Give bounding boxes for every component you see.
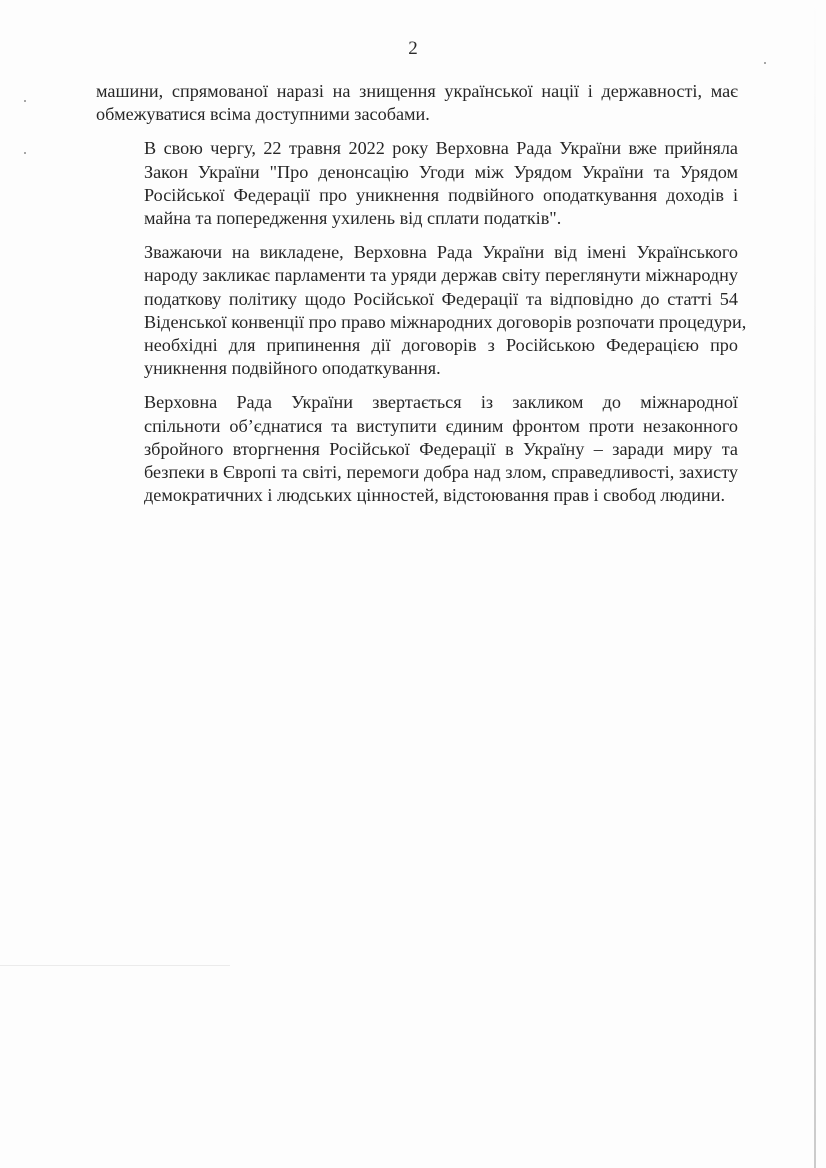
- text-line: обмежуватися всіма доступними засобами.: [96, 104, 430, 125]
- text-line: Верховна Рада України звертається із закликом до міжнародної: [144, 392, 738, 413]
- text-line: демократичних і людських цінностей, відстоювання прав і свобод людини.: [144, 485, 726, 506]
- text-line: податкову політику щодо Російської Федерації та відповідно до статті 54: [144, 288, 738, 309]
- text-line: збройного вторгнення Російської Федерації в Україну – заради миру та: [144, 438, 738, 459]
- page-number: 2: [408, 38, 418, 59]
- paragraph-4: [96, 391, 738, 507]
- text-line: майна та попередження ухилень від сплати податків".: [144, 208, 562, 229]
- text-line: Віденської конвенції про право міжнародних договорів розпочати процедури,: [144, 311, 747, 332]
- scan-artifact-line: [0, 965, 230, 966]
- text-line: безпеки в Європі та світі, перемоги добра над злом, справедливості, захисту: [144, 462, 738, 483]
- text-line: В свою чергу, 22 травня 2022 року Верховна Рада України вже прийняла: [144, 138, 738, 159]
- text-line: Зважаючи на викладене, Верховна Рада України від імені Українського: [144, 242, 738, 263]
- text-line: Закон України "Про денонсацію Угоди між Урядом України та Урядом: [144, 161, 738, 182]
- text-line: народу закликає парламенти та уряди держав світу переглянути міжнародну: [144, 265, 738, 286]
- text-line: Російської Федерації про уникнення подвійного оподаткування доходів і: [144, 184, 738, 205]
- scan-edge-shadow: [814, 0, 816, 1168]
- scan-speck: [24, 100, 26, 102]
- paragraph-3: [96, 241, 747, 380]
- text-line: необхідні для припинення дії договорів з Російською Федерацією про: [144, 335, 738, 356]
- scan-speck: [24, 152, 26, 154]
- scan-speck: [764, 62, 766, 64]
- paragraph-2: [96, 137, 738, 230]
- text-line: спільноти об’єднатися та виступити єдиним фронтом проти незаконного: [144, 415, 738, 436]
- paragraph-1: [96, 80, 738, 126]
- body-text: [96, 80, 747, 518]
- text-line: машини, спрямованої наразі на знищення української нації і державності, має: [96, 81, 738, 101]
- text-line: уникнення подвійного оподаткування.: [144, 358, 441, 379]
